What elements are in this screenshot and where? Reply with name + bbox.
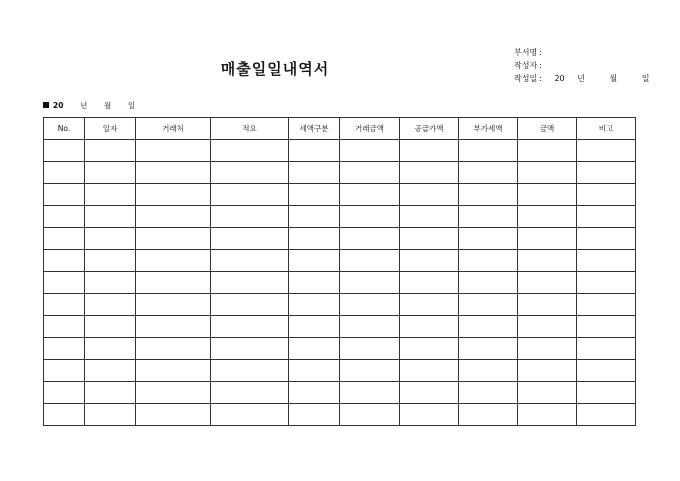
table-cell[interactable] xyxy=(44,382,85,404)
table-row xyxy=(44,162,636,184)
table-cell[interactable] xyxy=(136,206,211,228)
table-cell[interactable] xyxy=(340,206,400,228)
table-cell[interactable] xyxy=(85,338,136,360)
table-cell[interactable] xyxy=(340,162,400,184)
table-cell[interactable] xyxy=(44,338,85,360)
table-cell[interactable] xyxy=(211,228,289,250)
table-cell[interactable] xyxy=(340,184,400,206)
table-cell[interactable] xyxy=(136,360,211,382)
table-cell[interactable] xyxy=(400,184,459,206)
table-cell[interactable] xyxy=(518,162,577,184)
department-label: 부서명 xyxy=(514,48,538,57)
table-cell[interactable] xyxy=(136,404,211,426)
table-row xyxy=(44,360,636,382)
table-cell[interactable] xyxy=(459,140,518,162)
column-header-vat: 부가세액 xyxy=(459,118,518,140)
table-cell[interactable] xyxy=(400,382,459,404)
table-row xyxy=(44,250,636,272)
table-cell[interactable] xyxy=(518,140,577,162)
column-header-amount: 금액 xyxy=(518,118,577,140)
table-row xyxy=(44,382,636,404)
table-cell[interactable] xyxy=(400,140,459,162)
table-cell[interactable] xyxy=(577,162,636,184)
header-row xyxy=(44,118,636,140)
table-cell[interactable] xyxy=(211,316,289,338)
department-row xyxy=(514,46,649,59)
table-cell[interactable] xyxy=(400,206,459,228)
table-cell[interactable] xyxy=(518,184,577,206)
table-cell[interactable] xyxy=(459,184,518,206)
table-cell[interactable] xyxy=(136,382,211,404)
table-cell[interactable] xyxy=(459,206,518,228)
table-cell[interactable] xyxy=(211,360,289,382)
column-header-tax-type: 세액구분 xyxy=(289,118,340,140)
table-cell[interactable] xyxy=(136,140,211,162)
table-cell[interactable] xyxy=(85,294,136,316)
column-header-summary: 적요 xyxy=(211,118,289,140)
table-cell[interactable] xyxy=(577,140,636,162)
table-cell[interactable] xyxy=(518,316,577,338)
table-cell[interactable] xyxy=(340,140,400,162)
table-cell[interactable] xyxy=(211,184,289,206)
table-cell[interactable] xyxy=(340,360,400,382)
document-title: 매출일일내역서 xyxy=(220,60,330,78)
table-cell[interactable] xyxy=(85,184,136,206)
table-cell[interactable] xyxy=(211,294,289,316)
table-cell[interactable] xyxy=(459,360,518,382)
table-cell[interactable] xyxy=(211,404,289,426)
table-row xyxy=(44,316,636,338)
table-cell[interactable] xyxy=(459,316,518,338)
table-cell[interactable] xyxy=(289,360,340,382)
table-body xyxy=(44,140,636,426)
table-cell[interactable] xyxy=(459,382,518,404)
table-cell[interactable] xyxy=(289,140,340,162)
table-cell[interactable] xyxy=(459,250,518,272)
table-cell[interactable] xyxy=(400,250,459,272)
table-row xyxy=(44,228,636,250)
table-cell[interactable] xyxy=(44,184,85,206)
table-cell[interactable] xyxy=(289,228,340,250)
period-month-unit: 월 xyxy=(103,101,112,110)
table-cell[interactable] xyxy=(289,338,340,360)
table-row xyxy=(44,338,636,360)
period-day-unit: 일 xyxy=(127,101,136,110)
writer-label: 작성자 xyxy=(514,61,538,70)
table-cell[interactable] xyxy=(289,404,340,426)
table-cell[interactable] xyxy=(518,338,577,360)
table-cell[interactable] xyxy=(44,228,85,250)
table-cell[interactable] xyxy=(400,360,459,382)
table-cell[interactable] xyxy=(459,162,518,184)
table-cell[interactable] xyxy=(518,382,577,404)
table-cell[interactable] xyxy=(44,272,85,294)
table-row xyxy=(44,140,636,162)
table-cell[interactable] xyxy=(211,140,289,162)
table-cell[interactable] xyxy=(577,206,636,228)
table-row xyxy=(44,294,636,316)
column-header-no: No. xyxy=(44,118,85,140)
table-cell[interactable] xyxy=(577,338,636,360)
table-cell[interactable] xyxy=(85,404,136,426)
table-cell[interactable] xyxy=(44,206,85,228)
period-year-prefix: 20 xyxy=(53,101,64,110)
table-cell[interactable] xyxy=(136,184,211,206)
table-cell[interactable] xyxy=(211,162,289,184)
department-separator: : xyxy=(539,48,542,57)
table-cell[interactable] xyxy=(400,272,459,294)
table-cell[interactable] xyxy=(136,294,211,316)
table-cell[interactable] xyxy=(136,250,211,272)
table-cell[interactable] xyxy=(577,272,636,294)
table-cell[interactable] xyxy=(136,162,211,184)
table-cell[interactable] xyxy=(211,382,289,404)
table-cell[interactable] xyxy=(577,228,636,250)
table-cell[interactable] xyxy=(340,228,400,250)
table-cell[interactable] xyxy=(85,228,136,250)
square-bullet-icon xyxy=(43,102,49,108)
table-cell[interactable] xyxy=(85,140,136,162)
writer-separator: : xyxy=(539,61,542,70)
table-cell[interactable] xyxy=(518,360,577,382)
writer-row xyxy=(514,59,649,72)
table-cell[interactable] xyxy=(459,272,518,294)
period-heading xyxy=(43,100,135,111)
table-row xyxy=(44,272,636,294)
date-label: 작성일 xyxy=(514,74,538,83)
table-cell[interactable] xyxy=(340,338,400,360)
table-cell[interactable] xyxy=(211,272,289,294)
table-cell[interactable] xyxy=(289,206,340,228)
table-cell[interactable] xyxy=(289,184,340,206)
table-cell[interactable] xyxy=(340,382,400,404)
table-cell[interactable] xyxy=(136,316,211,338)
table-cell[interactable] xyxy=(518,206,577,228)
sales-ledger-table xyxy=(43,117,636,426)
table-cell[interactable] xyxy=(44,250,85,272)
table-cell[interactable] xyxy=(85,206,136,228)
table-cell[interactable] xyxy=(459,294,518,316)
table-cell[interactable] xyxy=(85,316,136,338)
table-cell[interactable] xyxy=(459,228,518,250)
table-cell[interactable] xyxy=(340,294,400,316)
period-year-unit: 년 xyxy=(80,101,88,110)
table-cell[interactable] xyxy=(44,404,85,426)
table-row xyxy=(44,404,636,426)
table-cell[interactable] xyxy=(459,404,518,426)
table-cell[interactable] xyxy=(518,228,577,250)
table-cell[interactable] xyxy=(340,250,400,272)
table-cell[interactable] xyxy=(289,382,340,404)
table-cell[interactable] xyxy=(211,206,289,228)
table-cell[interactable] xyxy=(518,404,577,426)
table-cell[interactable] xyxy=(577,360,636,382)
table-cell[interactable] xyxy=(340,404,400,426)
column-header-transaction-amount: 거래금액 xyxy=(340,118,400,140)
table-cell[interactable] xyxy=(400,294,459,316)
table-cell[interactable] xyxy=(289,162,340,184)
table-cell[interactable] xyxy=(44,140,85,162)
date-year-unit: 년 xyxy=(577,74,585,83)
table-cell[interactable] xyxy=(44,294,85,316)
table-cell[interactable] xyxy=(400,316,459,338)
table-cell[interactable] xyxy=(400,338,459,360)
table-cell[interactable] xyxy=(85,272,136,294)
table-cell[interactable] xyxy=(400,404,459,426)
date-separator: : xyxy=(539,74,542,83)
table-cell[interactable] xyxy=(85,162,136,184)
table-cell[interactable] xyxy=(136,272,211,294)
table-cell[interactable] xyxy=(211,338,289,360)
date-year-prefix: 20 xyxy=(554,74,565,83)
table-cell[interactable] xyxy=(577,404,636,426)
table-cell[interactable] xyxy=(85,360,136,382)
table-cell[interactable] xyxy=(459,338,518,360)
document-meta xyxy=(514,46,649,85)
table-cell[interactable] xyxy=(289,250,340,272)
table-cell[interactable] xyxy=(289,316,340,338)
table-cell[interactable] xyxy=(577,184,636,206)
table-cell[interactable] xyxy=(400,162,459,184)
table-cell[interactable] xyxy=(340,272,400,294)
table-cell[interactable] xyxy=(289,272,340,294)
column-header-remarks: 비고 xyxy=(577,118,636,140)
date-month-unit: 월 xyxy=(609,74,618,83)
table-header xyxy=(44,118,636,140)
table-cell[interactable] xyxy=(340,316,400,338)
table-cell[interactable] xyxy=(289,294,340,316)
table-cell[interactable] xyxy=(577,294,636,316)
table-cell[interactable] xyxy=(85,382,136,404)
table-cell[interactable] xyxy=(577,250,636,272)
date-row xyxy=(514,72,649,85)
table-cell[interactable] xyxy=(44,316,85,338)
column-header-supply-value: 공급가액 xyxy=(400,118,459,140)
table-cell[interactable] xyxy=(136,338,211,360)
table-cell[interactable] xyxy=(211,250,289,272)
column-header-client: 거래처 xyxy=(136,118,211,140)
table-cell[interactable] xyxy=(44,162,85,184)
table-cell[interactable] xyxy=(518,272,577,294)
table-cell[interactable] xyxy=(136,228,211,250)
date-day-unit: 일 xyxy=(641,74,650,83)
column-header-date: 일자 xyxy=(85,118,136,140)
table-row xyxy=(44,184,636,206)
table-cell[interactable] xyxy=(518,250,577,272)
table-cell[interactable] xyxy=(577,382,636,404)
table-cell[interactable] xyxy=(44,360,85,382)
table-cell[interactable] xyxy=(577,316,636,338)
table-cell[interactable] xyxy=(400,228,459,250)
table-cell[interactable] xyxy=(85,250,136,272)
table-cell[interactable] xyxy=(518,294,577,316)
table-row xyxy=(44,206,636,228)
